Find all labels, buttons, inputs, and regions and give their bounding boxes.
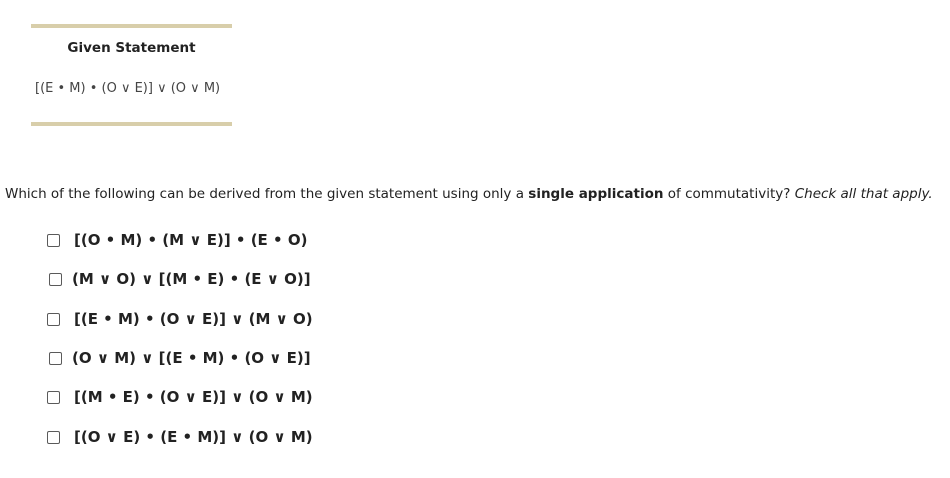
option-2-label: (M ∨ O) ∨ [(M • E) • (E ∨ O)] xyxy=(72,270,311,288)
question-bold: single application xyxy=(528,186,664,202)
option-1[interactable] xyxy=(47,229,307,251)
option-3-label: [(E • M) • (O ∨ E)] ∨ (M ∨ O) xyxy=(74,310,313,328)
option-4-label: (O ∨ M) ∨ [(E • M) • (O ∨ E)] xyxy=(72,349,311,367)
option-5-checkbox[interactable] xyxy=(47,391,60,404)
option-1-label: [(O • M) • (M ∨ E)] • (E • O) xyxy=(74,231,308,249)
option-2[interactable] xyxy=(49,268,311,290)
question-text xyxy=(5,186,933,202)
option-4[interactable] xyxy=(49,347,311,369)
option-6-label: [(O ∨ E) • (E • M)] ∨ (O ∨ M) xyxy=(74,428,313,446)
given-statement-box xyxy=(31,24,232,127)
question-prefix: Which of the following can be derived from the given statement using only a xyxy=(5,186,529,202)
option-4-checkbox[interactable] xyxy=(49,352,62,365)
option-6[interactable] xyxy=(47,426,313,448)
question-instruction: Check all that apply. xyxy=(794,186,933,202)
bottom-rule xyxy=(31,122,232,126)
question-middle: of commutativity? xyxy=(663,186,795,202)
given-statement-expression: [(E • M) • (O ∨ E)] ∨ (O ∨ M) xyxy=(35,81,221,96)
option-3[interactable] xyxy=(47,308,313,330)
option-2-checkbox[interactable] xyxy=(49,273,62,286)
option-3-checkbox[interactable] xyxy=(47,313,60,326)
option-6-checkbox[interactable] xyxy=(47,431,60,444)
option-5[interactable] xyxy=(47,386,313,408)
top-rule xyxy=(31,24,232,28)
given-statement-title: Given Statement xyxy=(67,40,196,56)
option-5-label: [(M • E) • (O ∨ E)] ∨ (O ∨ M) xyxy=(74,388,313,406)
option-1-checkbox[interactable] xyxy=(47,234,60,247)
